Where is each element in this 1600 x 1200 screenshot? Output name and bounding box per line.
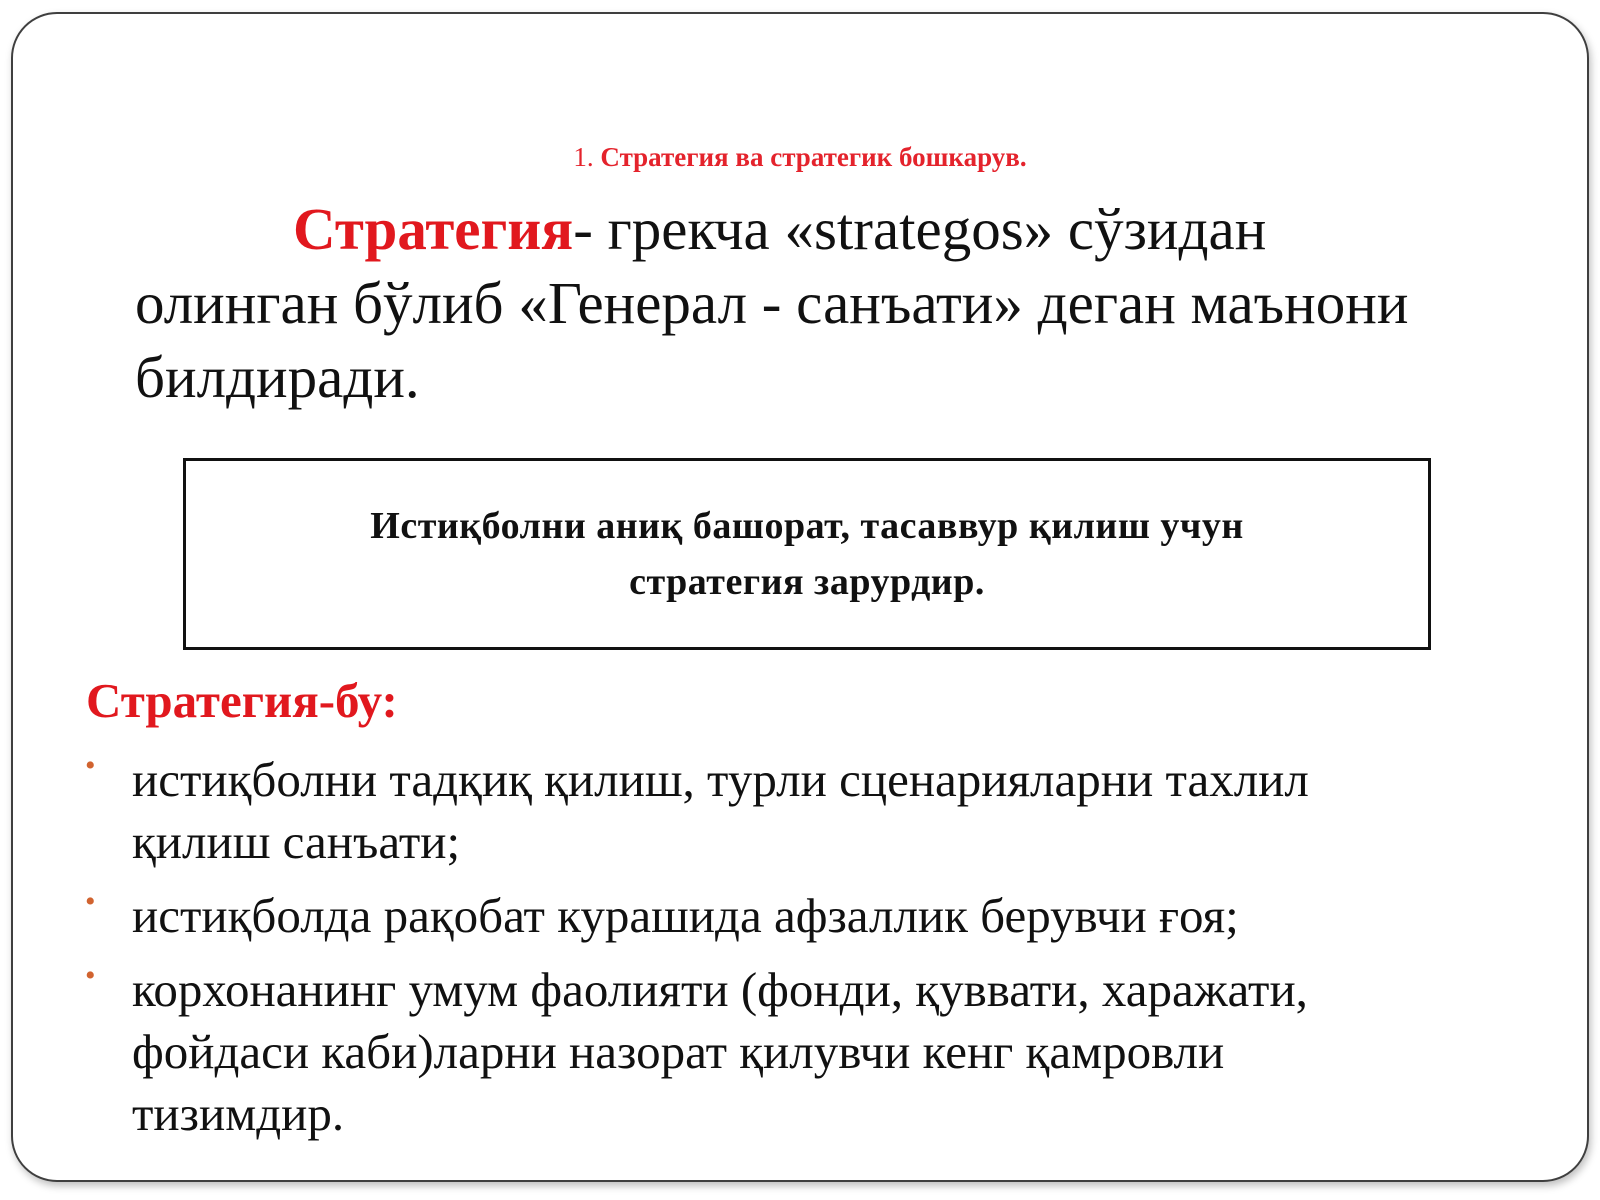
list-item (13, 959, 1573, 1145)
definition-paragraph (135, 192, 1495, 414)
list-item-line: истиқболда рақобат курашида афзаллик берувчи ғоя; (132, 888, 1239, 943)
definition-line-1 (135, 192, 1495, 266)
quote-line-2: стратегия зарурдир. (629, 561, 985, 603)
slide-heading (13, 142, 1587, 173)
heading-text: Стратегия ва стратегик бошкарув. (600, 142, 1027, 172)
bullet-icon: • (85, 885, 96, 918)
list-item-line: истиқболни тадқиқ қилиш, турли сценарияларни тахлил (132, 752, 1309, 807)
list-item-line: корхонанинг умум фаолияти (фонди, қуввати, харажати, (132, 962, 1308, 1017)
bullet-icon: • (85, 959, 96, 992)
definition-line-2: олинган бўлиб «Генерал - санъати» деган маънони (135, 270, 1409, 336)
bullet-list (13, 749, 1573, 1157)
list-item-line: фойдаси каби)ларни назорат қилувчи кенг қамровли (132, 1024, 1225, 1079)
quote-box (183, 458, 1431, 650)
heading-number: 1. (573, 142, 594, 172)
definition-line-1-rest: - грекча «strategos» сўзидан (573, 196, 1267, 262)
list-title: Стратегия-бу: (86, 673, 398, 728)
definition-line-3: билдиради. (135, 344, 420, 410)
list-item (13, 885, 1573, 947)
list-item (13, 749, 1573, 873)
list-item-line: тизимдир. (132, 1086, 345, 1141)
list-item-line: қилиш санъати; (132, 814, 461, 869)
definition-term: Стратегия (293, 196, 574, 262)
quote-line-1: Истиқболни аниқ башорат, тасаввур қилиш учун (370, 505, 1244, 547)
bullet-icon: • (85, 749, 96, 782)
slide (11, 12, 1589, 1182)
